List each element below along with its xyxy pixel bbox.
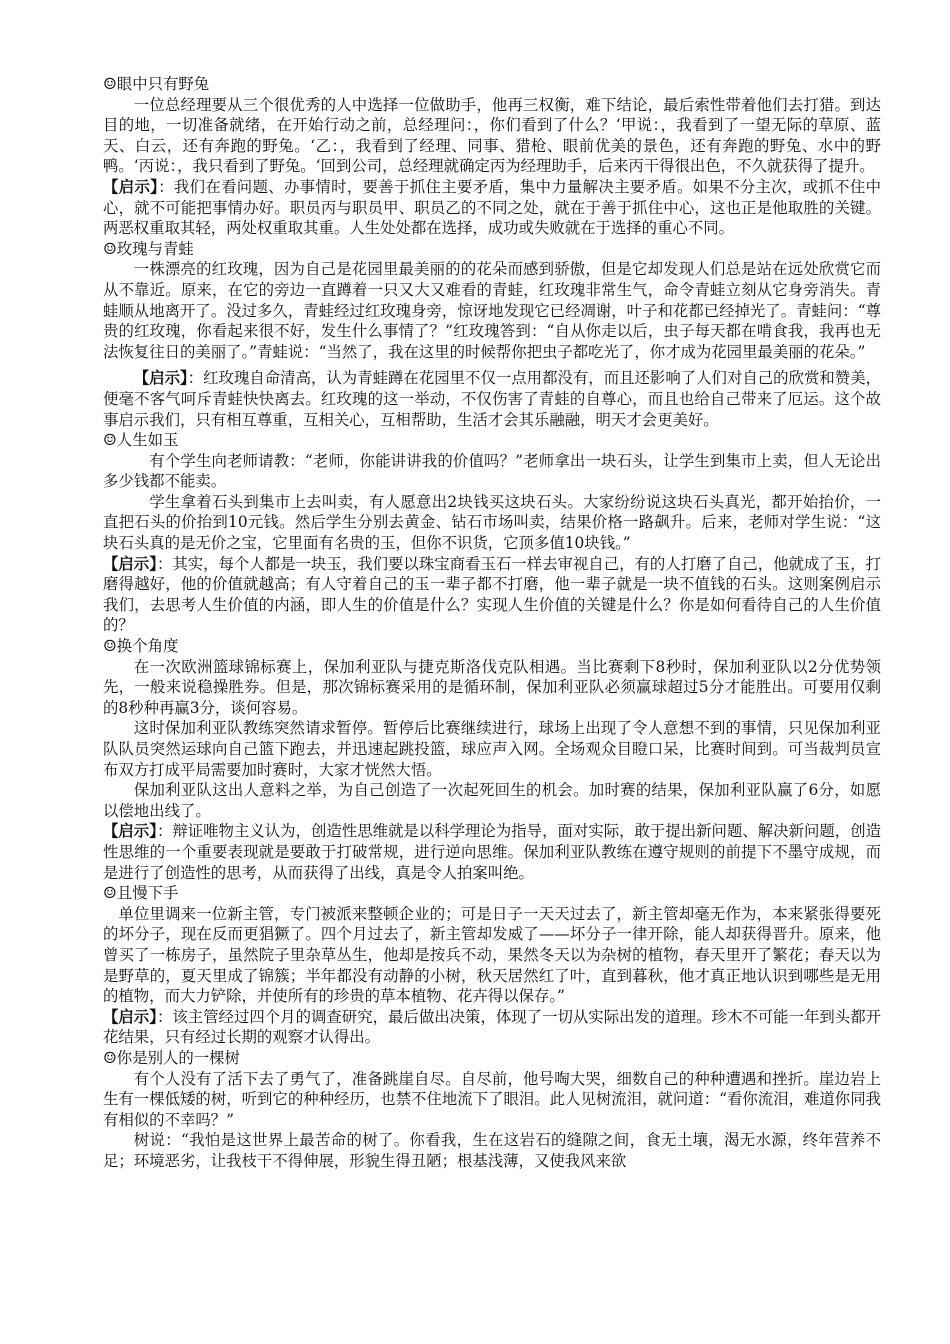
body-paragraph xyxy=(103,718,881,780)
paragraph-text: ：辩证唯物主义认为，创造性思维就是以科学理论为指导，面对实际，敢于提出新问题、解决新问题，创造性思维的一个重要表现就是要敢于打破常规，进行逆向思维。保加利亚队教练在遵守规则的前提下不墨守成规，而是进行了创造性的思考，从而获得了出线，真是令人拍案叫绝。 xyxy=(103,822,881,882)
body-paragraph xyxy=(103,451,881,492)
body-paragraph xyxy=(103,1069,881,1131)
paragraph-text: ：红玫瑰自命清高，认为青蛙蹲在花园里不仅一点用都没有，而且还影响了人们对自己的欣赏和赞美，便毫不客气呵斥青蛙快快离去。红玫瑰的这一举动，不仅伤害了青蛙的自尊心，而且也给自己带来了厄运。这个故事启示我们，只有相互尊重，互相关心，互相帮助，生活才会其乐融融，明天才会更美好。 xyxy=(103,369,881,429)
paragraph-text: ：我们在看问题、办事情时，要善于抓住主要矛盾，集中力量解决主要矛盾。如果不分主次，或抓不住中心，就不可能把事情办好。职员丙与职员甲、职员乙的不同之处，就在于善于抓住中心，这也正是他取胜的关键。两恶权重取其轻，两处权重取其重。人生处处都在选择，成功或失败就在于选择的重心不同。 xyxy=(103,177,881,238)
paragraph-text: 单位里调来一位新主管，专门被派来整顿企业的；可是日子一天天过去了，新主管却毫无作为，本来紧张得要死的坏分子，现在反而更猖獗了。四个月过去了，新主管却发威了——坏分子一律开除，能人却获得晋升。原来，他曾买了一栋房子，虽然院子里杂草丛生，他却是按兵不动，果然冬天以为杂树的植物，春天里开了繁花；春天以为是野草的，夏天里成了锦簇；半年都没有动静的小树，秋天居然红了叶，直到暮秋，他才真正地认识到哪些是无用的植物，而大力铲除，并使所有的珍贵的草本植物、花卉得以保存。” xyxy=(103,904,881,1006)
paragraph-text: ：该主管经过四个月的调查研究，最后做出决策，体现了一切从实际出发的道理。珍木不可能一年到头都开花结果，只有经过长期的观察才认得出。 xyxy=(103,1007,881,1047)
section-title: ☺玫瑰与青蛙 xyxy=(103,239,194,258)
section-title: ☺你是别人的一棵树 xyxy=(103,1048,240,1067)
insight-label: 【启示】 xyxy=(133,369,188,388)
paragraph-text: 这时保加利亚队教练突然请求暂停。暂停后比赛继续进行，球场上出现了令人意想不到的事情，只见保加利亚队队员突然运球向自己篮下跑去，并迅速起跳投篮，球应声入网。全场观众目瞪口呆，比赛时间到。可当裁判员宣布双方打成平局需要加时赛时，大家才恍然大悟。 xyxy=(103,719,881,779)
body-paragraph xyxy=(103,780,881,821)
body-paragraph xyxy=(103,95,881,177)
paragraph-text: 保加利亚队这出人意料之举，为自己创造了一次起死回生的机会。加时赛的结果，保加利亚队赢了6分，如愿以偿地出线了。 xyxy=(103,781,881,820)
paragraph-text: ：其实，每个人都是一块玉，我们要以珠宝商看玉石一样去审视自己，有的人打磨了自己，他就成了玉，打磨得越好，他的价值就越高；有人守着自己的玉一辈子都不打磨，他一辈子就是一块不值钱的石头。这则案例启示我们，去思考人生价值的内涵，即人生的价值是什么？实现人生价值的关键是什么？你是如何看待自己的人生价值的？ xyxy=(103,554,881,635)
insight-label: 【启示】 xyxy=(103,822,157,841)
body-paragraph xyxy=(103,492,881,554)
document-page xyxy=(103,74,881,1171)
section-title: ☺换个角度 xyxy=(103,637,179,656)
insight-label: 【启示】 xyxy=(103,177,159,196)
paragraph-text: 一株漂亮的红玫瑰，因为自己是花园里最美丽的的花朵而感到骄傲，但是它却发现人们总是站在远处欣赏它而从不靠近。原来，在它的旁边一直蹲着一只又大又难看的青蛙，红玫瑰非常生气，命令青蛙立刻从它身旁消失。青蛙顺从地离开了。没过多久，青蛙经过红玫瑰身旁，惊讶地发现它已经凋谢，叶子和花都已经掉光了。青蛙问：“尊贵的红玫瑰，你看起来很不好，发生什么事情了？”红玫瑰答到：“自从你走以后，虫子每天都在啃食我，我再也无法恢复往日的美丽了。”青蛙说：“当然了，我在这里的时候帮你把虫子都吃光了，你才成为花园里最美丽的花朵。” xyxy=(103,260,881,361)
paragraph-text: 在一次欧洲篮球锦标赛上，保加利亚队与捷克斯洛伐克队相遇。当比赛剩下8秒时，保加利亚队以2分优势领先，一般来说稳操胜券。但是，那次锦标赛采用的是循环制，保加利亚队必须赢球超过5分才能胜出。可要用仅剩的8秒种再赢3分，谈何容易。 xyxy=(103,657,881,717)
paragraph-text: 有个学生向老师请教：“老师，你能讲讲我的价值吗？”老师拿出一块石头，让学生到集市上卖，但人无论出多少钱都不能卖。 xyxy=(103,451,881,491)
insight-paragraph xyxy=(103,554,881,636)
body-paragraph xyxy=(103,1130,881,1171)
insight-paragraph xyxy=(103,368,881,430)
paragraph-text: 学生拿着石头到集市上去叫卖，有人愿意出2块钱买这块石头。大家纷纷说这块石头真光，都开始抬价，一直把石头的价抬到10元钱。然后学生分别去黄金、钻石市场叫卖，结果价格一路飙升。后来，老师对学生说：“这块石头真的是无价之宝，它里面有名贵的玉，但你不识货，它顶多值10块钱。” xyxy=(103,492,881,553)
section-title: ☺眼中只有野兔 xyxy=(103,75,210,93)
insight-paragraph xyxy=(103,821,881,883)
paragraph-text: 有个人没有了活下去了勇气了，准备跳崖自尽。自尽前，他号啕大哭，细数自己的种种遭遇和挫折。崖边岩上生有一棵低矮的树，听到它的种种经历，也禁不住地流下了眼泪。此人见树流泪，就问道：“看你流泪，难道你同我有相似的不幸吗？” xyxy=(103,1069,881,1129)
paragraph-text: 一位总经理要从三个很优秀的人中选择一位做助手，他再三权衡，难下结论，最后索性带着他们去打猎。到达目的地，一切准备就绪，在开始行动之前，总经理问：，你们看到了什么？‘甲说：，我看到了一望无际的草原、蓝天、白云，还有奔跑的野兔。‘乙：，我看到了经理、同事、猎枪、眼前优美的景色，还有奔跑的野兔、水中的野鸭。‘丙说：，我只看到了野兔。‘回到公司，总经理就确定丙为经理助手，后来丙干得很出色，不久就获得了提升。 xyxy=(103,95,881,176)
paragraph-text: 树说：“我怕是这世界上最苦命的树了。你看我，生在这岩石的缝隙之间，食无土壤，渴无水源，终年营养不足；环境恶劣，让我枝干不得伸展，形貌生得丑陋；根基浅薄，又使我风来欲 xyxy=(103,1131,881,1170)
insight-label: 【启示】 xyxy=(103,1007,157,1026)
section-title: ☺且慢下手 xyxy=(103,884,179,903)
body-paragraph xyxy=(103,904,881,1007)
insight-paragraph xyxy=(103,1007,881,1048)
insight-paragraph xyxy=(103,177,881,239)
insight-label: 【启示】 xyxy=(103,554,157,573)
body-paragraph xyxy=(103,259,881,362)
section-title: ☺人生如玉 xyxy=(103,431,179,450)
body-paragraph xyxy=(103,657,881,719)
